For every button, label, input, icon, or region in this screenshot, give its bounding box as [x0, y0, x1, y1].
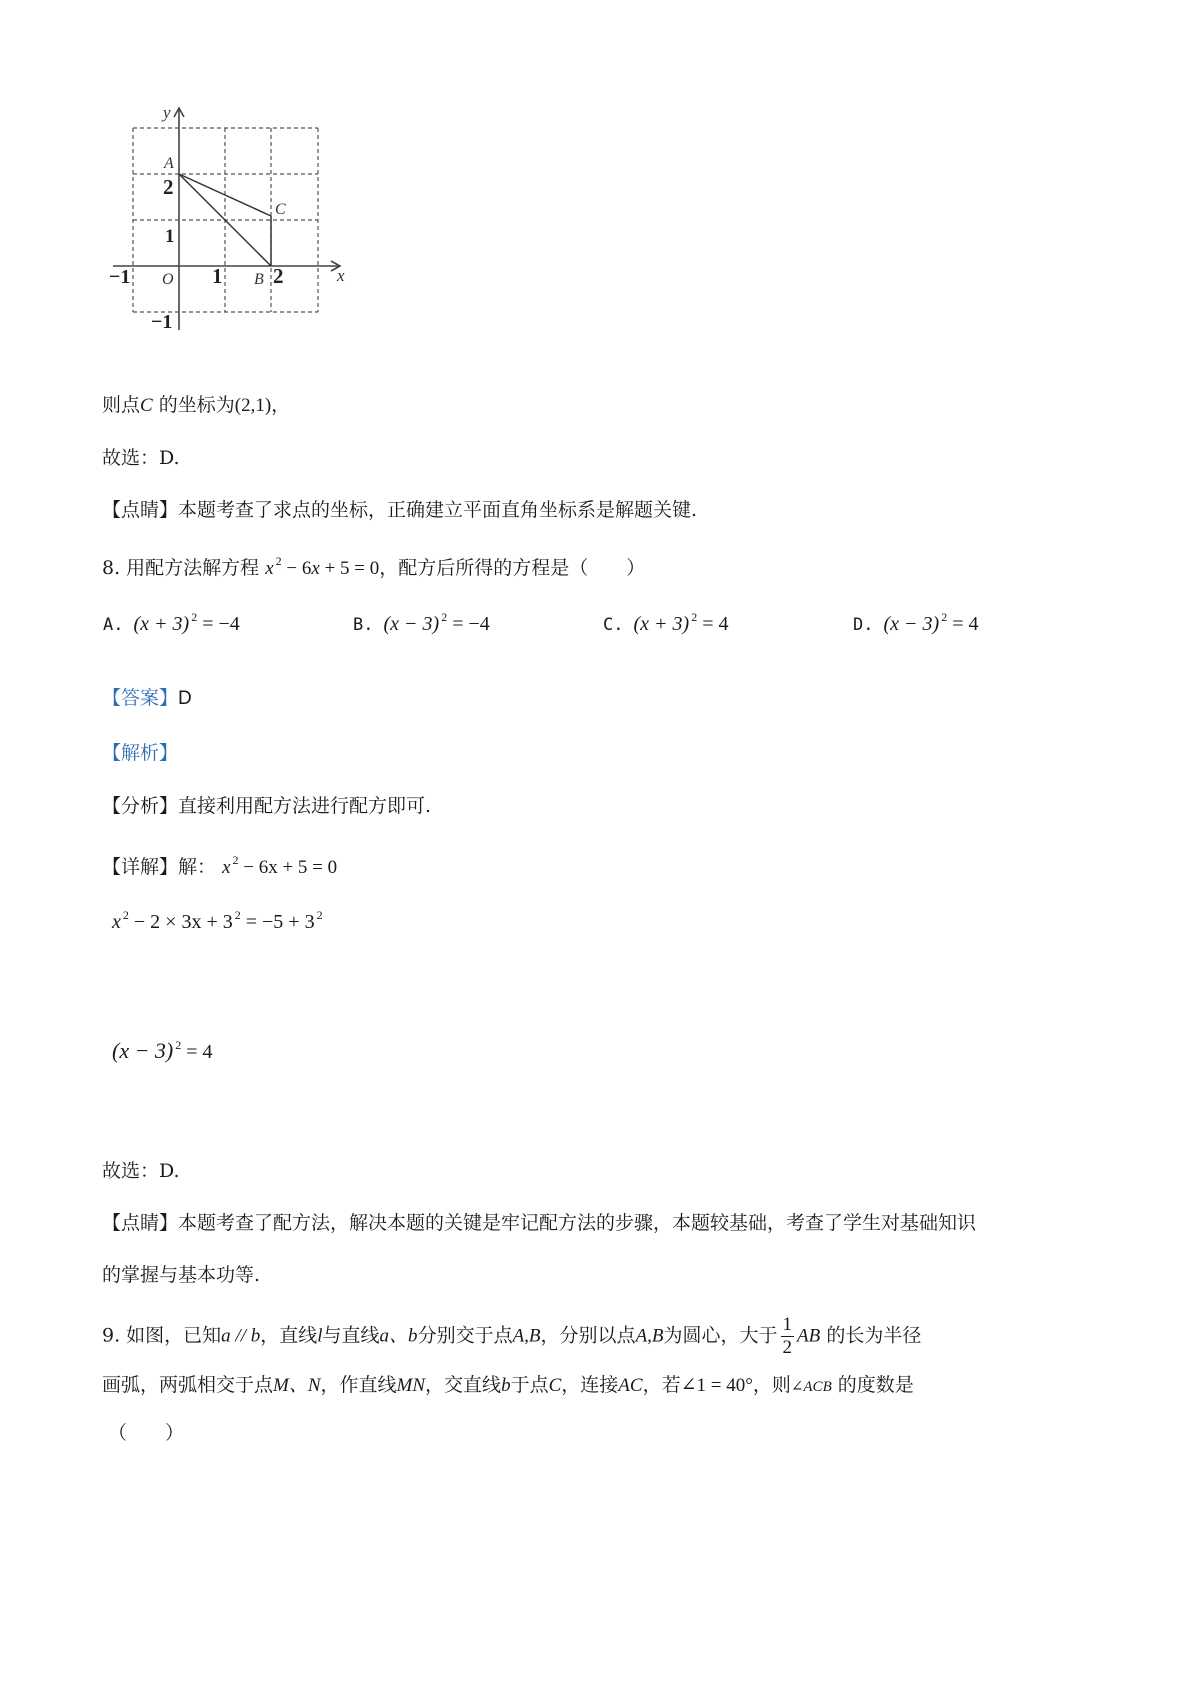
point-a-label: A — [164, 155, 174, 172]
q7-choice: 故选：D. — [102, 447, 180, 469]
point-b-label: B — [254, 271, 264, 288]
q8-analysis-tag: 【解析】 — [102, 742, 179, 764]
tick-x-neg1: −1 — [109, 266, 131, 288]
q8-choice: 故选：D. — [102, 1160, 180, 1182]
point-c-label: C — [275, 201, 286, 218]
axes — [113, 108, 340, 330]
q8-option-a: A. (x + 3) $^2$ = −4 — [103, 610, 240, 635]
q9-line3: （ ） — [108, 1422, 185, 1444]
q8-option-d: D. (x − 3) $^2$ = 4 — [853, 610, 979, 635]
q8-detail: 【详解】解： x $^2$ − 6x + 5 = 0 — [102, 853, 338, 878]
q9-line2: 画弧，两弧相交于点M、N，作直线MN，交直线b于点C，连接AC，若∠1 = 40°，则∠ACB 的度数是 — [102, 1374, 914, 1396]
q8-step1: x $^2$ − 2 × 3x + 3 $^2$ = −5 + 3 $^2$ — [112, 908, 323, 933]
q8-option-b: B. (x − 3) $^2$ = −4 — [353, 610, 490, 635]
tick-y-1: 1 — [165, 226, 175, 247]
tick-x-1: 1 — [212, 264, 223, 288]
axis-y-label: y — [163, 103, 171, 122]
tick-x-2: 2 — [273, 264, 284, 288]
q8-comment-line1: 【点睛】本题考查了配方法，解决本题的关键是牢记配方法的步骤，本题较基础，考查了学生对基础知识 — [102, 1212, 977, 1234]
q9-line1: 9. 如图，已知a // b，直线l与直线a、b分别交于点A,B，分别以点A,B为圆心，大于 $\frac{1}{2}$ AB 的长为半径 — [102, 1314, 922, 1358]
q8-comment-line2: 的掌握与基本功等. — [102, 1264, 261, 1286]
origin-label: O — [162, 271, 174, 288]
q8-option-c: C. (x + 3) $^2$ = 4 — [603, 610, 729, 635]
q7-result: 则点C 的坐标为(2,1)， — [102, 394, 291, 416]
q8-answer: 【答案】D — [102, 687, 192, 709]
tick-y-neg1: −1 — [151, 311, 173, 333]
coordinate-figure — [105, 100, 355, 340]
q8-step2: (x − 3) $^2$ = 4 — [112, 1038, 213, 1063]
fraction-one-half: $\frac{1}{2}$ — [782, 1314, 793, 1358]
tick-y-2: 2 — [163, 175, 174, 199]
axis-x-label: x — [337, 266, 345, 285]
q8-fenxi: 【分析】直接利用配方法进行配方即可. — [102, 795, 432, 817]
q7-comment: 【点睛】本题考查了求点的坐标，正确建立平面直角坐标系是解题关键. — [102, 499, 698, 521]
q8-stem: 8. 用配方法解方程 x $^2$ − 6x + 5 = 0，配方后所得的方程是（ ） — [102, 554, 646, 579]
